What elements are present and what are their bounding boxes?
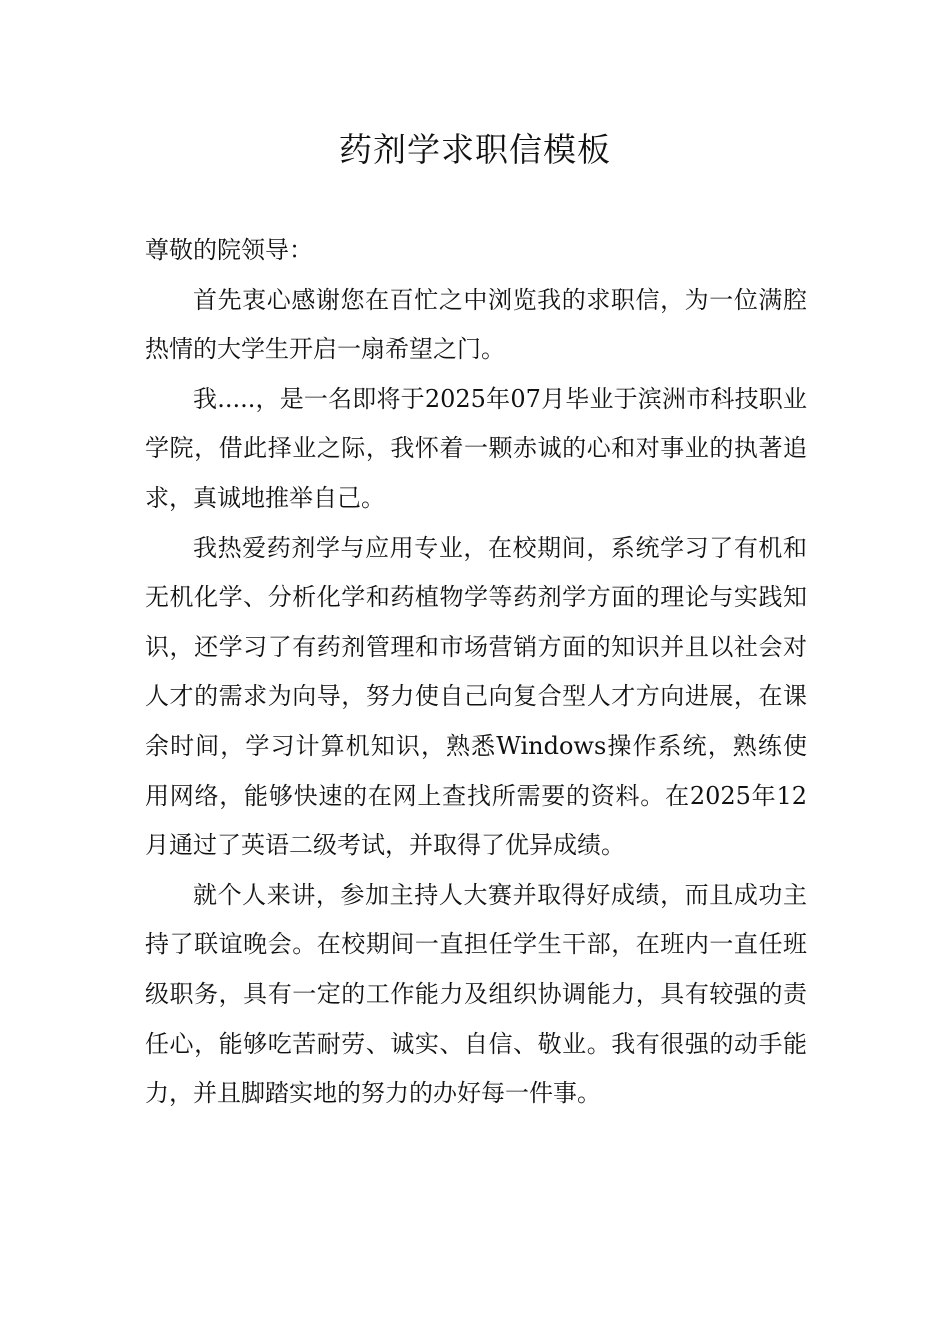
letter-body [145,226,807,1119]
paragraph-education: 我热爱药剂学与应用专业，在校期间，系统学习了有机和无机化学、分析化学和药植物学等药剂学方面的理论与实践知识，还学习了有药剂管理和市场营销方面的知识并且以社会对人才的需求为向导，努力使自己向复合型人才方向进展，在课余时间，学习计算机知识，熟悉Windows操作系统，熟练使用网络，能够快速的在网上查找所需要的资料。在2025年12月通过了英语二级考试，并取得了优异成绩。 [145,533,807,860]
salutation: 尊敬的院领导： [145,236,313,264]
paragraph-introduction: 我.....，是一名即将于2025年07月毕业于滨洲市科技职业学院，借此择业之际，我怀着一颗赤诚的心和对事业的执著追求，真诚地推举自己。 [145,384,807,512]
paragraph-gratitude: 首先衷心感谢您在百忙之中浏览我的求职信，为一位满腔热情的大学生开启一扇希望之门。 [145,285,807,364]
document-title: 药剂学求职信模板 [339,130,611,169]
paragraph-abilities: 就个人来讲，参加主持人大赛并取得好成绩，而且成功主持了联谊晚会。在校期间一直担任学生干部，在班内一直任班级职务，具有一定的工作能力及组织协调能力，具有较强的责任心，能够吃苦耐劳、诚实、自信、敬业。我有很强的动手能力，并且脚踏实地的努力的办好每一件事。 [145,880,807,1108]
